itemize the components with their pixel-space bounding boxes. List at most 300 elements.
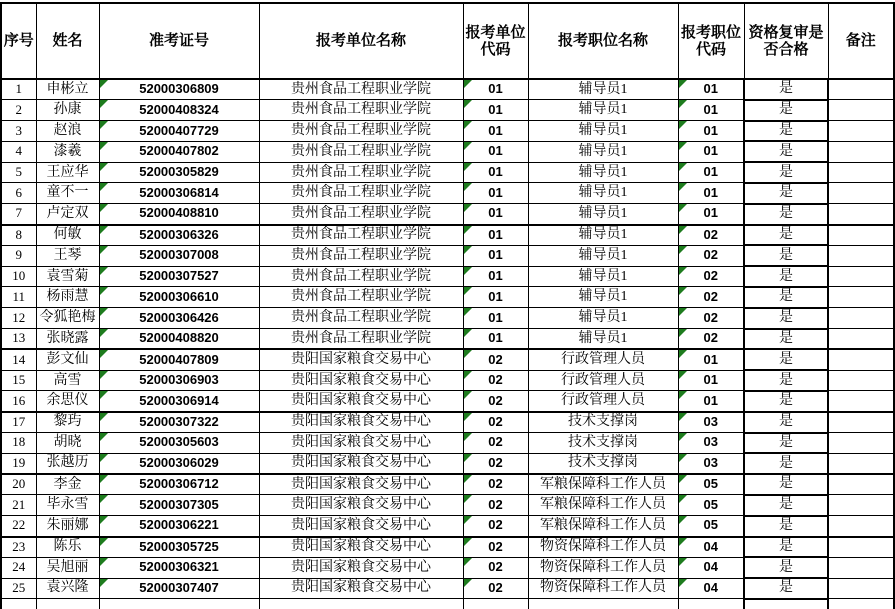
cell-position: 辅导员1 — [528, 162, 678, 183]
table-row — [1, 516, 894, 537]
cell-empty — [828, 599, 894, 609]
table-row — [1, 557, 894, 578]
number-stored-as-text-triangle-icon — [464, 204, 472, 212]
cell-unit: 贵阳国家粮食交易中心 — [259, 453, 463, 474]
cell-remark — [828, 433, 894, 454]
cell-name: 漆羲 — [36, 141, 99, 162]
cell-remark — [828, 412, 894, 433]
cell-qualified: 是 — [744, 391, 828, 412]
cell-qualified: 是 — [744, 141, 828, 162]
number-stored-as-text-triangle-icon — [100, 371, 108, 379]
number-stored-as-text-triangle-icon — [679, 80, 687, 88]
cell-unit: 贵州食品工程职业学院 — [259, 141, 463, 162]
number-stored-as-text-triangle-icon — [464, 80, 472, 88]
cell-name: 袁雪菊 — [36, 266, 99, 287]
number-stored-as-text-triangle-icon — [679, 516, 687, 524]
table-row — [1, 183, 894, 204]
cell-seq: 24 — [1, 557, 36, 578]
cell-name: 毕永雪 — [36, 495, 99, 516]
number-stored-as-text-triangle-icon — [100, 350, 108, 358]
cell-position: 物资保障科工作人员 — [528, 578, 678, 599]
table-row — [1, 287, 894, 308]
cell-empty — [259, 599, 463, 609]
cell-name: 王应华 — [36, 162, 99, 183]
cell-position-code: 01 — [678, 121, 744, 142]
number-stored-as-text-triangle-icon — [464, 371, 472, 379]
cell-position-code: 04 — [678, 557, 744, 578]
cell-unit: 贵州食品工程职业学院 — [259, 245, 463, 266]
number-stored-as-text-triangle-icon — [100, 391, 108, 399]
number-stored-as-text-triangle-icon — [100, 80, 108, 88]
cell-qualified: 是 — [744, 578, 828, 599]
cell-unit-code: 01 — [463, 183, 528, 204]
cell-qualified: 是 — [744, 121, 828, 142]
cell-seq: 3 — [1, 121, 36, 142]
cell-name: 张越历 — [36, 453, 99, 474]
table-row — [1, 391, 894, 412]
number-stored-as-text-triangle-icon — [100, 163, 108, 171]
number-stored-as-text-triangle-icon — [100, 475, 108, 483]
cell-qualified: 是 — [744, 474, 828, 495]
number-stored-as-text-triangle-icon — [464, 558, 472, 566]
cell-exam-no: 52000306712 — [99, 474, 259, 495]
cell-position: 辅导员1 — [528, 204, 678, 225]
cell-position: 军粮保障科工作人员 — [528, 474, 678, 495]
cell-qualified: 是 — [744, 495, 828, 516]
cell-position-code: 03 — [678, 412, 744, 433]
number-stored-as-text-triangle-icon — [679, 121, 687, 129]
number-stored-as-text-triangle-icon — [679, 454, 687, 462]
cell-unit-code: 02 — [463, 557, 528, 578]
cell-qualified: 是 — [744, 412, 828, 433]
number-stored-as-text-triangle-icon — [679, 538, 687, 546]
cell-unit: 贵阳国家粮食交易中心 — [259, 474, 463, 495]
cell-unit-code: 02 — [463, 453, 528, 474]
cell-remark — [828, 453, 894, 474]
cell-position: 辅导员1 — [528, 287, 678, 308]
header-position: 报考职位名称 — [528, 3, 678, 79]
cell-position-code: 01 — [678, 204, 744, 225]
cell-unit-code: 02 — [463, 370, 528, 391]
cell-unit-code: 02 — [463, 516, 528, 537]
cell-exam-no: 52000306426 — [99, 308, 259, 329]
cell-unit: 贵州食品工程职业学院 — [259, 162, 463, 183]
number-stored-as-text-triangle-icon — [679, 371, 687, 379]
cell-unit: 贵阳国家粮食交易中心 — [259, 516, 463, 537]
cell-qualified: 是 — [744, 308, 828, 329]
number-stored-as-text-triangle-icon — [100, 329, 108, 337]
cell-remark — [828, 370, 894, 391]
cell-empty — [463, 599, 528, 609]
cell-name: 申彬立 — [36, 79, 99, 100]
table-row — [1, 245, 894, 266]
cell-unit: 贵州食品工程职业学院 — [259, 183, 463, 204]
cell-name: 彭文仙 — [36, 349, 99, 370]
cell-unit-code: 02 — [463, 433, 528, 454]
table-row — [1, 453, 894, 474]
cell-empty — [1, 599, 36, 609]
cell-unit-code: 01 — [463, 121, 528, 142]
cell-unit: 贵州食品工程职业学院 — [259, 79, 463, 100]
cell-seq: 15 — [1, 370, 36, 391]
cell-qualified: 是 — [744, 453, 828, 474]
cell-exam-no: 52000407729 — [99, 121, 259, 142]
cell-remark — [828, 287, 894, 308]
cell-unit-code: 02 — [463, 537, 528, 558]
number-stored-as-text-triangle-icon — [464, 226, 472, 234]
cell-position-code: 01 — [678, 370, 744, 391]
table-row — [1, 578, 894, 599]
cell-remark — [828, 204, 894, 225]
number-stored-as-text-triangle-icon — [679, 287, 687, 295]
cell-unit-code: 02 — [463, 349, 528, 370]
cell-seq: 17 — [1, 412, 36, 433]
number-stored-as-text-triangle-icon — [100, 516, 108, 524]
number-stored-as-text-triangle-icon — [100, 121, 108, 129]
cell-qualified: 是 — [744, 245, 828, 266]
number-stored-as-text-triangle-icon — [464, 308, 472, 316]
cell-exam-no: 52000306814 — [99, 183, 259, 204]
cell-unit-code: 02 — [463, 495, 528, 516]
cell-name: 卢定双 — [36, 204, 99, 225]
number-stored-as-text-triangle-icon — [464, 163, 472, 171]
cell-qualified: 是 — [744, 537, 828, 558]
cell-position-code: 05 — [678, 516, 744, 537]
table-row — [1, 225, 894, 246]
cell-name: 孙康 — [36, 100, 99, 121]
cell-unit: 贵州食品工程职业学院 — [259, 308, 463, 329]
cell-qualified: 是 — [744, 433, 828, 454]
cell-name: 胡晓 — [36, 433, 99, 454]
number-stored-as-text-triangle-icon — [464, 454, 472, 462]
cell-unit: 贵阳国家粮食交易中心 — [259, 578, 463, 599]
cell-seq: 20 — [1, 474, 36, 495]
cell-exam-no: 52000306326 — [99, 225, 259, 246]
cell-unit: 贵州食品工程职业学院 — [259, 204, 463, 225]
cell-unit-code: 01 — [463, 329, 528, 350]
table-row — [1, 474, 894, 495]
cell-name: 陈乐 — [36, 537, 99, 558]
number-stored-as-text-triangle-icon — [464, 287, 472, 295]
cell-position-code: 01 — [678, 141, 744, 162]
number-stored-as-text-triangle-icon — [464, 538, 472, 546]
cell-seq: 1 — [1, 79, 36, 100]
cell-position: 技术支撑岗 — [528, 412, 678, 433]
cell-position-code: 03 — [678, 433, 744, 454]
cell-exam-no: 52000407802 — [99, 141, 259, 162]
number-stored-as-text-triangle-icon — [464, 579, 472, 587]
cell-position: 辅导员1 — [528, 141, 678, 162]
cell-position-code: 03 — [678, 453, 744, 474]
cell-position-code: 02 — [678, 245, 744, 266]
number-stored-as-text-triangle-icon — [464, 267, 472, 275]
number-stored-as-text-triangle-icon — [100, 267, 108, 275]
cell-remark — [828, 121, 894, 142]
table-row-partial — [1, 599, 894, 609]
number-stored-as-text-triangle-icon — [464, 391, 472, 399]
cell-name: 童不一 — [36, 183, 99, 204]
cell-unit-code: 01 — [463, 100, 528, 121]
number-stored-as-text-triangle-icon — [100, 308, 108, 316]
cell-remark — [828, 349, 894, 370]
cell-remark — [828, 245, 894, 266]
number-stored-as-text-triangle-icon — [100, 246, 108, 254]
cell-exam-no: 52000306321 — [99, 557, 259, 578]
cell-exam-no: 52000306903 — [99, 370, 259, 391]
cell-empty — [744, 599, 828, 609]
cell-position-code: 01 — [678, 183, 744, 204]
number-stored-as-text-triangle-icon — [679, 246, 687, 254]
cell-remark — [828, 557, 894, 578]
cell-qualified: 是 — [744, 183, 828, 204]
cell-position: 辅导员1 — [528, 100, 678, 121]
number-stored-as-text-triangle-icon — [100, 226, 108, 234]
cell-remark — [828, 79, 894, 100]
number-stored-as-text-triangle-icon — [100, 413, 108, 421]
cell-exam-no: 52000305603 — [99, 433, 259, 454]
cell-unit: 贵阳国家粮食交易中心 — [259, 433, 463, 454]
cell-position: 辅导员1 — [528, 121, 678, 142]
number-stored-as-text-triangle-icon — [100, 538, 108, 546]
number-stored-as-text-triangle-icon — [464, 142, 472, 150]
cell-unit: 贵州食品工程职业学院 — [259, 287, 463, 308]
cell-unit: 贵阳国家粮食交易中心 — [259, 557, 463, 578]
cell-position-code: 02 — [678, 266, 744, 287]
number-stored-as-text-triangle-icon — [464, 121, 472, 129]
number-stored-as-text-triangle-icon — [464, 246, 472, 254]
cell-position: 辅导员1 — [528, 79, 678, 100]
cell-qualified: 是 — [744, 266, 828, 287]
cell-qualified: 是 — [744, 516, 828, 537]
cell-name: 令狐艳梅 — [36, 308, 99, 329]
cell-seq: 4 — [1, 141, 36, 162]
cell-unit: 贵阳国家粮食交易中心 — [259, 412, 463, 433]
cell-exam-no: 52000306809 — [99, 79, 259, 100]
cell-unit-code: 01 — [463, 79, 528, 100]
cell-position-code: 05 — [678, 474, 744, 495]
cell-unit-code: 02 — [463, 391, 528, 412]
cell-unit-code: 02 — [463, 412, 528, 433]
cell-position: 行政管理人员 — [528, 370, 678, 391]
number-stored-as-text-triangle-icon — [100, 558, 108, 566]
number-stored-as-text-triangle-icon — [679, 413, 687, 421]
number-stored-as-text-triangle-icon — [679, 163, 687, 171]
cell-unit-code: 02 — [463, 578, 528, 599]
table-row — [1, 495, 894, 516]
cell-seq: 19 — [1, 453, 36, 474]
cell-position-code: 02 — [678, 287, 744, 308]
cell-unit: 贵州食品工程职业学院 — [259, 121, 463, 142]
cell-unit-code: 01 — [463, 266, 528, 287]
table-row — [1, 329, 894, 350]
cell-seq: 11 — [1, 287, 36, 308]
cell-unit: 贵州食品工程职业学院 — [259, 266, 463, 287]
number-stored-as-text-triangle-icon — [464, 413, 472, 421]
number-stored-as-text-triangle-icon — [679, 350, 687, 358]
cell-remark — [828, 308, 894, 329]
number-stored-as-text-triangle-icon — [100, 204, 108, 212]
number-stored-as-text-triangle-icon — [679, 183, 687, 191]
cell-qualified: 是 — [744, 349, 828, 370]
cell-name: 袁兴隆 — [36, 578, 99, 599]
cell-name: 高雪 — [36, 370, 99, 391]
cell-unit-code: 01 — [463, 162, 528, 183]
header-row — [1, 3, 894, 79]
number-stored-as-text-triangle-icon — [679, 391, 687, 399]
cell-seq: 10 — [1, 266, 36, 287]
cell-qualified: 是 — [744, 162, 828, 183]
table-row — [1, 204, 894, 225]
cell-seq: 14 — [1, 349, 36, 370]
cell-name: 李金 — [36, 474, 99, 495]
cell-position: 辅导员1 — [528, 308, 678, 329]
cell-position-code: 02 — [678, 308, 744, 329]
number-stored-as-text-triangle-icon — [100, 100, 108, 108]
cell-exam-no: 52000307305 — [99, 495, 259, 516]
cell-name: 王琴 — [36, 245, 99, 266]
cell-name: 黎玙 — [36, 412, 99, 433]
cell-unit-code: 01 — [463, 308, 528, 329]
cell-position-code: 04 — [678, 537, 744, 558]
header-unit-code: 报考单位代码 — [463, 3, 528, 79]
cell-unit: 贵阳国家粮食交易中心 — [259, 349, 463, 370]
cell-seq: 13 — [1, 329, 36, 350]
cell-exam-no: 52000408810 — [99, 204, 259, 225]
number-stored-as-text-triangle-icon — [679, 226, 687, 234]
number-stored-as-text-triangle-icon — [679, 475, 687, 483]
cell-position-code: 01 — [678, 100, 744, 121]
cell-exam-no: 52000305725 — [99, 537, 259, 558]
cell-name: 余思仪 — [36, 391, 99, 412]
number-stored-as-text-triangle-icon — [679, 100, 687, 108]
cell-seq: 7 — [1, 204, 36, 225]
number-stored-as-text-triangle-icon — [464, 329, 472, 337]
number-stored-as-text-triangle-icon — [679, 433, 687, 441]
cell-seq: 9 — [1, 245, 36, 266]
cell-qualified: 是 — [744, 329, 828, 350]
number-stored-as-text-triangle-icon — [679, 329, 687, 337]
table-row — [1, 162, 894, 183]
table-row — [1, 141, 894, 162]
cell-unit: 贵阳国家粮食交易中心 — [259, 391, 463, 412]
cell-position: 辅导员1 — [528, 183, 678, 204]
cell-unit: 贵州食品工程职业学院 — [259, 329, 463, 350]
cell-exam-no: 52000305829 — [99, 162, 259, 183]
header-name: 姓名 — [36, 3, 99, 79]
cell-exam-no: 52000408324 — [99, 100, 259, 121]
cell-position: 军粮保障科工作人员 — [528, 495, 678, 516]
cell-exam-no: 52000306029 — [99, 453, 259, 474]
cell-unit: 贵阳国家粮食交易中心 — [259, 370, 463, 391]
cell-remark — [828, 495, 894, 516]
cell-seq: 8 — [1, 225, 36, 246]
number-stored-as-text-triangle-icon — [100, 142, 108, 150]
cell-remark — [828, 183, 894, 204]
cell-position: 行政管理人员 — [528, 349, 678, 370]
cell-unit-code: 01 — [463, 287, 528, 308]
number-stored-as-text-triangle-icon — [464, 350, 472, 358]
cell-position: 技术支撑岗 — [528, 453, 678, 474]
cell-empty — [36, 599, 99, 609]
cell-unit-code: 01 — [463, 204, 528, 225]
number-stored-as-text-triangle-icon — [464, 516, 472, 524]
cell-empty — [528, 599, 678, 609]
table-row — [1, 266, 894, 287]
cell-exam-no: 52000306221 — [99, 516, 259, 537]
number-stored-as-text-triangle-icon — [679, 267, 687, 275]
cell-unit-code: 01 — [463, 141, 528, 162]
cell-remark — [828, 225, 894, 246]
cell-exam-no: 52000306914 — [99, 391, 259, 412]
cell-remark — [828, 141, 894, 162]
header-unit: 报考单位名称 — [259, 3, 463, 79]
table-row — [1, 308, 894, 329]
cell-empty — [99, 599, 259, 609]
number-stored-as-text-triangle-icon — [100, 495, 108, 503]
number-stored-as-text-triangle-icon — [679, 495, 687, 503]
header-remark: 备注 — [828, 3, 894, 79]
cell-qualified: 是 — [744, 557, 828, 578]
qualification-review-table — [0, 2, 895, 609]
number-stored-as-text-triangle-icon — [679, 579, 687, 587]
cell-unit: 贵州食品工程职业学院 — [259, 225, 463, 246]
cell-position: 行政管理人员 — [528, 391, 678, 412]
cell-remark — [828, 266, 894, 287]
cell-position: 物资保障科工作人员 — [528, 557, 678, 578]
cell-exam-no: 52000408820 — [99, 329, 259, 350]
number-stored-as-text-triangle-icon — [679, 308, 687, 316]
cell-seq: 23 — [1, 537, 36, 558]
cell-name: 朱丽娜 — [36, 516, 99, 537]
cell-remark — [828, 329, 894, 350]
cell-name: 吴旭丽 — [36, 557, 99, 578]
cell-unit-code: 01 — [463, 245, 528, 266]
cell-seq: 12 — [1, 308, 36, 329]
cell-seq: 22 — [1, 516, 36, 537]
cell-remark — [828, 578, 894, 599]
cell-remark — [828, 162, 894, 183]
cell-seq: 21 — [1, 495, 36, 516]
number-stored-as-text-triangle-icon — [679, 558, 687, 566]
cell-exam-no: 52000307527 — [99, 266, 259, 287]
cell-qualified: 是 — [744, 100, 828, 121]
cell-position-code: 01 — [678, 349, 744, 370]
cell-seq: 18 — [1, 433, 36, 454]
cell-position-code: 01 — [678, 79, 744, 100]
number-stored-as-text-triangle-icon — [464, 475, 472, 483]
cell-seq: 16 — [1, 391, 36, 412]
cell-qualified: 是 — [744, 370, 828, 391]
cell-position-code: 01 — [678, 162, 744, 183]
cell-remark — [828, 391, 894, 412]
cell-position: 辅导员1 — [528, 245, 678, 266]
cell-remark — [828, 537, 894, 558]
cell-exam-no: 52000306610 — [99, 287, 259, 308]
cell-qualified: 是 — [744, 225, 828, 246]
cell-exam-no: 52000307322 — [99, 412, 259, 433]
cell-position: 物资保障科工作人员 — [528, 537, 678, 558]
cell-position-code: 02 — [678, 329, 744, 350]
number-stored-as-text-triangle-icon — [100, 287, 108, 295]
table-row — [1, 121, 894, 142]
cell-name: 杨雨慧 — [36, 287, 99, 308]
cell-position: 军粮保障科工作人员 — [528, 516, 678, 537]
cell-remark — [828, 516, 894, 537]
header-seq: 序号 — [1, 3, 36, 79]
cell-unit-code: 01 — [463, 225, 528, 246]
number-stored-as-text-triangle-icon — [100, 579, 108, 587]
number-stored-as-text-triangle-icon — [464, 433, 472, 441]
